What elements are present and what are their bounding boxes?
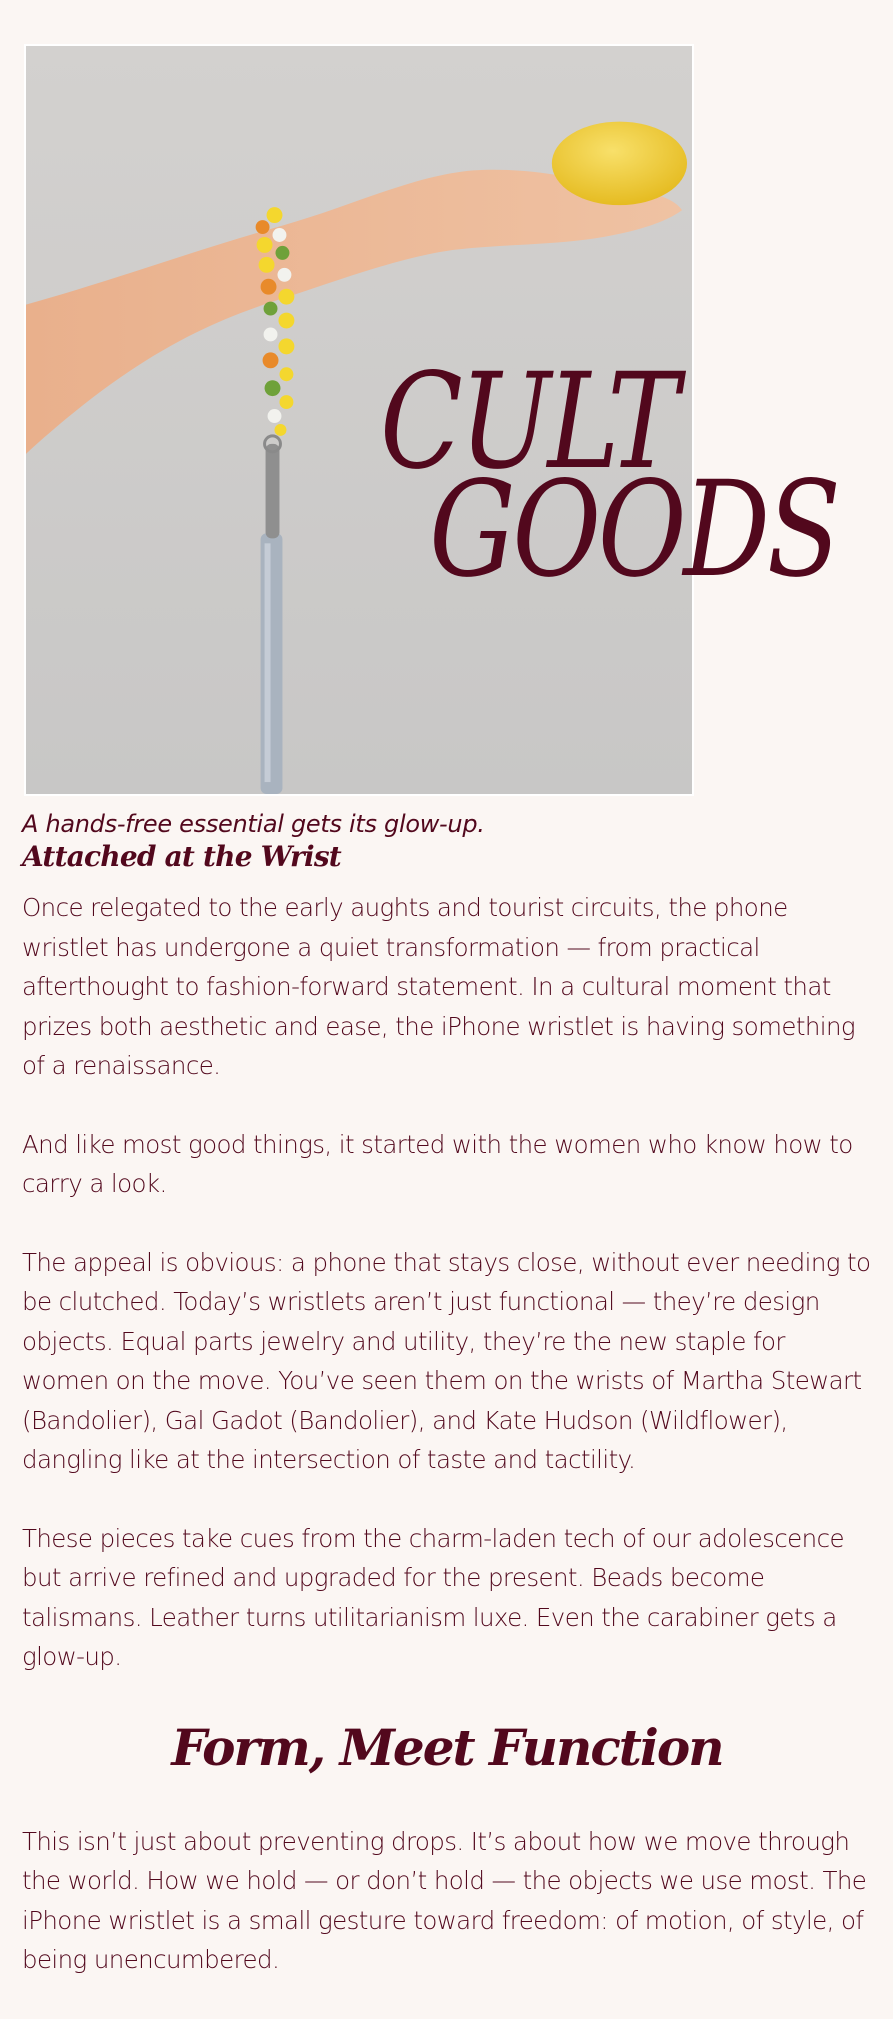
article-body xyxy=(22,808,872,2019)
hero-title xyxy=(380,345,838,608)
closing-paragraph: This isn’t just about preventing drops. It’s about how we move through the world. How we hold — or don’t hold — the objects we use most. The iPhone wristlet is a small gesture toward freedom: of motion, of style, of being unencumbered. xyxy=(22,1826,867,1974)
article-paragraph: These pieces take cues from the charm-laden tech of our adolescence but arrive refined and upgraded for the present. Beads become talismans. Leather turns utilitarianism luxe. Even the carabiner gets a glow-up. xyxy=(22,1523,844,1671)
article-paragraph: The appeal is obvious: a phone that stays close, without ever needing to be clutched. Today’s wristlets aren’t just functional — they’re design objects. Equal parts jewelry and utility, they’re the new staple for women on the move. You’ve seen them on the wrists of Martha Stewart (Bandolier), Gal Gadot (Bandolier), and Kate Hudson (Wildflower), dangling like at the intersection of taste and tactility. xyxy=(22,1247,871,1474)
article-paragraph: And like most good things, it started with the women who know how to carry a look. xyxy=(22,1129,853,1198)
article-kicker: A hands-free essential gets its glow-up. xyxy=(22,810,485,838)
section-heading: Form, Meet Function xyxy=(171,1717,723,1777)
hero-title-line-1: CULT xyxy=(380,345,677,500)
article-paragraph: Once relegated to the early aughts and tourist circuits, the phone wristlet has undergone a quiet transformation — from practical afterthought to fashion-forward statement. In a cultural moment that prizes both aesthetic and ease, the iPhone wristlet is having something of a renaissance. xyxy=(22,893,856,1080)
hero-title-line-2: GOODS xyxy=(429,453,838,608)
article-subhead: Attached at the Wrist xyxy=(22,840,341,873)
lemon-shape xyxy=(552,122,687,206)
phone-shape xyxy=(261,533,283,794)
